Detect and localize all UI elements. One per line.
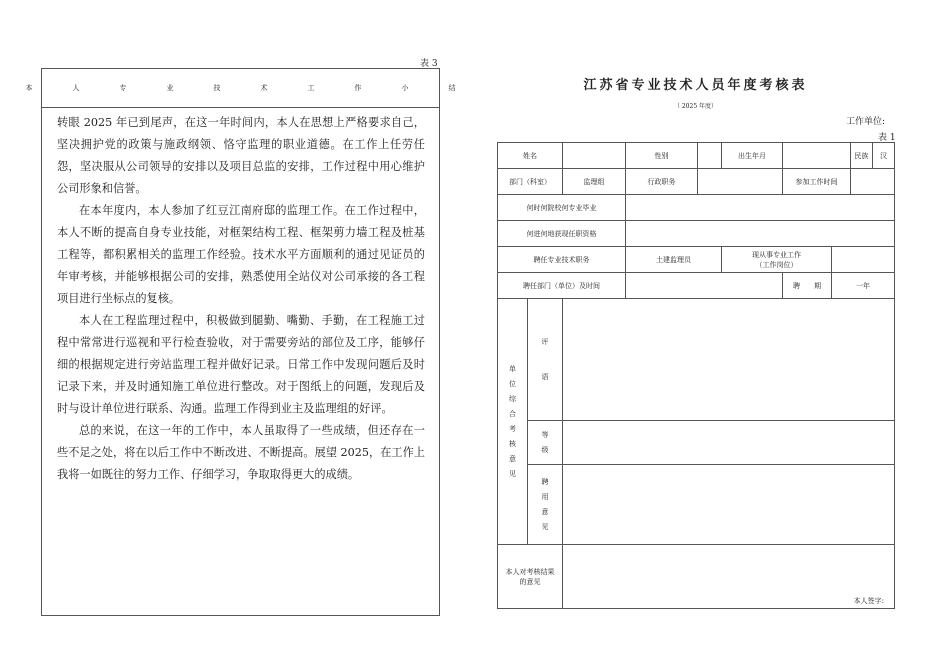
- vertical-char: 用: [541, 492, 549, 501]
- right-table-tag: 表 1: [878, 133, 896, 143]
- self-opinion-label-line2: 的意见: [519, 577, 541, 586]
- work-unit-label: 工作单位:: [846, 117, 886, 127]
- hire-dept-label: 聘任部门（单位）及时间: [498, 273, 626, 299]
- signature-label: 本人签字:: [853, 597, 884, 605]
- title-char: 业: [166, 84, 174, 92]
- vertical-char: 语: [541, 372, 549, 381]
- vertical-char: 单: [509, 364, 516, 373]
- term-value: 一年: [832, 273, 895, 299]
- title-char: 小: [401, 84, 409, 92]
- title-char: 结: [448, 84, 456, 92]
- gender-value: [698, 143, 722, 169]
- vertical-char: 位: [509, 379, 516, 388]
- vertical-char: 综: [509, 394, 516, 403]
- grade-label: [528, 421, 563, 465]
- vertical-char: 见: [541, 522, 549, 531]
- title-char: 本: [25, 84, 33, 92]
- self-opinion-label-line1: 本人对考核结果: [505, 567, 555, 576]
- self-opinion-value: [563, 545, 895, 609]
- vertical-char: 意: [509, 454, 516, 463]
- ethnicity-label: 民族: [851, 143, 873, 169]
- ethnicity-value: 汉: [873, 143, 895, 169]
- title-char: 术: [260, 84, 268, 92]
- summary-paragraph: 本人在工程监理过程中，积极做到腿勤、嘴勤、手勤，在工程施工过程中常常进行巡视和平行检查验收，对于需要旁站的部位及工序，能够仔细的根据规定进行旁站监理工程并做好记录。日常工作中发现问题后及时记录下来，并及时通知施工单位进行整改。对于图纸上的问题，发现后及时与设计单位进行联系、沟通。监理工作得到业主及监理组的好评。: [57, 314, 425, 415]
- assessment-form-title: 江苏省专业技术人员年度考核表: [583, 78, 808, 93]
- start-work-value: [851, 169, 895, 195]
- dept-label: 部门（科室）: [498, 169, 563, 195]
- qualification-value: [626, 221, 895, 247]
- work-summary-title: [25, 69, 456, 108]
- grade-value: [563, 421, 895, 465]
- hire-dept-value: [626, 273, 783, 299]
- name-value: [563, 143, 626, 169]
- hire-opinion-value: [563, 465, 895, 545]
- title-char: 作: [354, 84, 362, 92]
- summary-paragraph: 总的来说，在这一年的工作中，本人虽取得了一些成绩，但还存在一些不足之处，将在以后工作中不断改进、不断提高。展望 2025，在工作上我将一如既往的努力工作、仔细学习，争取取得更大的成绩。: [57, 424, 425, 481]
- term-label: 聘 期: [783, 273, 832, 299]
- comment-label: [528, 299, 563, 421]
- hire-opinion-label: [528, 465, 563, 545]
- current-work-label: [722, 247, 832, 273]
- vertical-char: 等: [541, 430, 549, 439]
- qualification-label: 何进何地获现任职资格: [498, 221, 626, 247]
- vertical-char: 评: [541, 337, 549, 346]
- vertical-char: 级: [541, 445, 549, 454]
- assessment-form-table: [497, 142, 895, 609]
- name-label: 姓名: [498, 143, 563, 169]
- tech-post-label: 聘任专业技术职务: [498, 247, 626, 273]
- work-summary-box: [25, 68, 456, 616]
- current-work-label-line2: （工作岗位）: [755, 260, 798, 269]
- admin-post-label: 行政职务: [626, 169, 698, 195]
- vertical-char: 考: [509, 424, 516, 433]
- summary-paragraph: 在本年度内，本人参加了红豆江南府邸的监理工作。在工作过程中，本人不断的提高自身专业技能，对框架结构工程、框架剪力墙工程及桩基工程等，都积累相关的监理工作经验。技术水平方面顺利的通过见证员的年审考核，并能够根据公司的安排，熟悉使用全站仪对公司承接的各工程项目进行坐标点的复核。: [57, 204, 425, 305]
- vertical-char: 意: [541, 507, 549, 516]
- vertical-char: 聘: [541, 477, 549, 486]
- summary-paragraph: 转眼 2025 年已到尾声，在这一年时间内，本人在思想上严格要求自己，坚决拥护党的政策与施政纲领、恪守监理的职业道德。在工作上任劳任怨，坚决服从公司领导的安排以及项目总监的安排，工作过程中用心维护公司形象和信誉。: [57, 116, 425, 195]
- self-opinion-label: [498, 545, 563, 609]
- gender-label: 性别: [626, 143, 698, 169]
- dept-value: 监理组: [563, 169, 626, 195]
- vertical-char: 见: [509, 469, 516, 478]
- unit-opinion-label: [498, 299, 528, 545]
- work-summary-body: [42, 108, 439, 486]
- birth-value: [783, 143, 851, 169]
- start-work-label: 参加工作时间: [783, 169, 851, 195]
- title-char: 技: [213, 84, 221, 92]
- current-work-value: [832, 247, 895, 273]
- assessment-year: （ 2025 年度）: [673, 103, 718, 110]
- comment-value: [563, 299, 895, 421]
- vertical-char: 核: [509, 439, 516, 448]
- admin-post-value: [698, 169, 783, 195]
- graduation-label: 何时何院校何专业毕业: [498, 195, 626, 221]
- left-table-tag: 表 3: [420, 59, 438, 69]
- title-char: 专: [119, 84, 127, 92]
- title-char: 工: [307, 84, 315, 92]
- graduation-value: [626, 195, 895, 221]
- vertical-char: 合: [509, 409, 516, 418]
- current-work-label-line1: 现从事专业工作: [752, 250, 801, 259]
- title-char: 人: [72, 84, 80, 92]
- tech-post-value: 土建监理员: [626, 247, 722, 273]
- birth-label: 出生年月: [722, 143, 783, 169]
